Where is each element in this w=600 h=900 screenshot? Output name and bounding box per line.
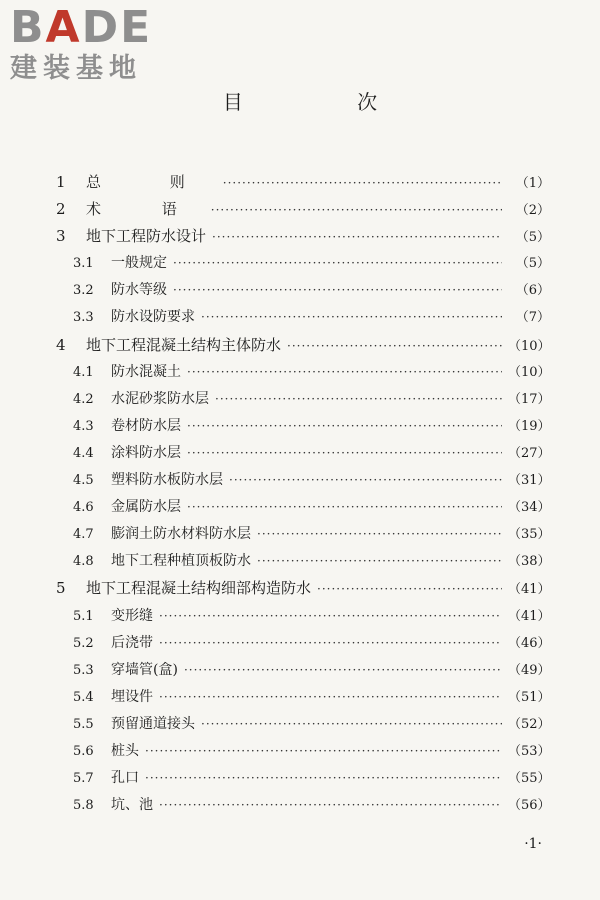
toc-title: 地下工程混凝土结构细部构造防水 [86,579,312,598]
toc-page: （27） [508,445,551,461]
page-number: ·1· [524,836,542,852]
toc-page: （6） [515,283,550,299]
toc-section-row[interactable] [56,657,550,684]
dot-leader [159,684,502,711]
toc-page: （35） [508,527,551,543]
toc-number: 4.2 [73,391,94,407]
toc-title: 孔口 [111,770,139,787]
toc-title: 防水混凝土 [111,363,181,380]
toc-section-row[interactable] [56,359,550,386]
toc-title: 埋设件 [111,688,153,705]
dot-leader [257,548,502,575]
logo-wordmark [10,2,180,53]
toc-title: 穿墙管(盒) [111,661,178,678]
logo-letter-b: B [10,2,46,53]
toc-number: 5.1 [73,608,94,624]
toc-page: （46） [508,635,551,651]
toc-number: 4.8 [73,554,94,570]
toc-number: 5.7 [73,771,94,787]
toc-chapter-row[interactable] [56,169,550,196]
toc-page: （56） [508,798,551,814]
toc-number: 5.4 [73,689,94,705]
dot-leader [173,277,502,304]
toc-page: （10） [508,364,551,380]
toc-title: 变形缝 [111,607,153,624]
toc-title: 地下工程种植顶板防水 [111,553,251,570]
toc-section-row[interactable] [56,548,550,575]
toc-chapter-row[interactable] [56,332,550,359]
dot-leader [257,521,502,548]
toc-number: 4.1 [73,364,94,380]
logo-letters-de: DE [81,2,153,53]
toc-page: （5） [515,256,550,272]
toc-title: 卷材防水层 [111,417,181,434]
logo-chinese: 建装基地 [10,53,142,84]
toc-title: 后浇带 [111,634,153,651]
toc-number: 1 [56,173,66,191]
dot-leader [145,738,502,765]
toc-page: （55） [508,771,551,787]
toc-number: 5.5 [73,716,94,732]
toc-number: 3 [56,227,66,246]
toc-title: 坑、池 [111,797,153,814]
dot-leader [211,197,502,224]
toc-title: 地下工程混凝土结构主体防水 [86,335,282,354]
toc-section-row[interactable] [56,467,550,494]
dot-leader [317,576,502,603]
toc-number: 5.3 [73,662,94,678]
toc-title: 防水设防要求 [111,309,195,326]
toc-number: 4.7 [73,527,94,543]
dot-leader [223,170,502,197]
toc-page: （10） [508,338,551,354]
toc-page: （41） [508,582,551,598]
toc-section-row[interactable] [56,277,550,304]
toc-number: 5.6 [73,743,94,759]
dot-leader [287,333,502,360]
toc-title: 膨润土防水材料防水层 [111,526,251,543]
toc-page: （5） [515,230,550,246]
toc-page: （31） [508,473,551,489]
toc-title: 涂料防水层 [111,444,181,461]
dot-leader [187,494,502,521]
toc-page: （38） [508,554,551,570]
dot-leader [201,304,502,331]
dot-leader [173,250,502,277]
dot-leader [145,765,502,792]
toc-number: 4 [56,335,66,354]
table-of-contents [56,169,550,819]
toc-section-row[interactable] [56,494,550,521]
toc-number: 3.1 [73,256,94,272]
toc-number: 4.6 [73,500,94,516]
toc-section-row[interactable] [56,684,550,711]
logo-letter-a: A [45,2,82,53]
dot-leader [215,386,502,413]
toc-section-row[interactable] [56,304,550,331]
toc-chapter-row[interactable] [56,196,550,223]
toc-page: （7） [515,310,550,326]
toc-number: 3.2 [73,283,94,299]
toc-number: 4.4 [73,445,94,461]
toc-section-row[interactable] [56,711,550,738]
toc-title: 塑料防水板防水层 [111,472,223,489]
dot-leader [159,792,502,819]
toc-page: （17） [508,391,551,407]
page-title: 目 次 [222,90,432,114]
toc-section-row[interactable] [56,792,550,819]
toc-section-row[interactable] [56,440,550,467]
toc-section-row[interactable] [56,386,550,413]
toc-page: （34） [508,500,551,516]
toc-title: 总 则 [86,173,217,191]
dot-leader [187,413,502,440]
toc-title: 地下工程防水设计 [86,227,207,246]
toc-chapter-row[interactable] [56,575,550,602]
toc-section-row[interactable] [56,765,550,792]
dot-leader [184,657,502,684]
toc-title: 一般规定 [111,255,167,272]
toc-title: 预留通道接头 [111,715,195,732]
toc-page: （2） [515,203,550,219]
toc-page: （1） [515,176,550,191]
toc-page: （49） [508,662,551,678]
dot-leader [187,359,502,386]
dot-leader [212,224,502,251]
dot-leader [159,630,502,657]
toc-chapter-row[interactable] [56,223,550,250]
toc-page: （19） [508,418,551,434]
toc-section-row[interactable] [56,603,550,630]
dot-leader [201,711,502,738]
dot-leader [187,440,502,467]
toc-section-row[interactable] [56,250,550,277]
toc-page: （51） [508,689,551,705]
toc-section-row[interactable] [56,413,550,440]
toc-number: 5 [56,579,66,598]
toc-section-row[interactable] [56,521,550,548]
toc-page: （52） [508,716,551,732]
toc-number: 4.3 [73,418,94,434]
toc-title: 桩头 [111,742,139,759]
toc-title: 术 语 [86,200,205,219]
dot-leader [159,603,502,630]
toc-page: （53） [508,743,551,759]
toc-section-row[interactable] [56,738,550,765]
toc-number: 4.5 [73,473,94,489]
toc-number: 5.8 [73,798,94,814]
toc-title: 水泥砂浆防水层 [111,390,209,407]
toc-number: 3.3 [73,310,94,326]
toc-title: 金属防水层 [111,499,181,516]
logo [10,2,180,86]
toc-number: 5.2 [73,635,94,651]
dot-leader [229,467,502,494]
toc-number: 2 [56,200,66,219]
toc-title: 防水等级 [111,282,167,299]
toc-page: （41） [508,608,551,624]
toc-section-row[interactable] [56,630,550,657]
